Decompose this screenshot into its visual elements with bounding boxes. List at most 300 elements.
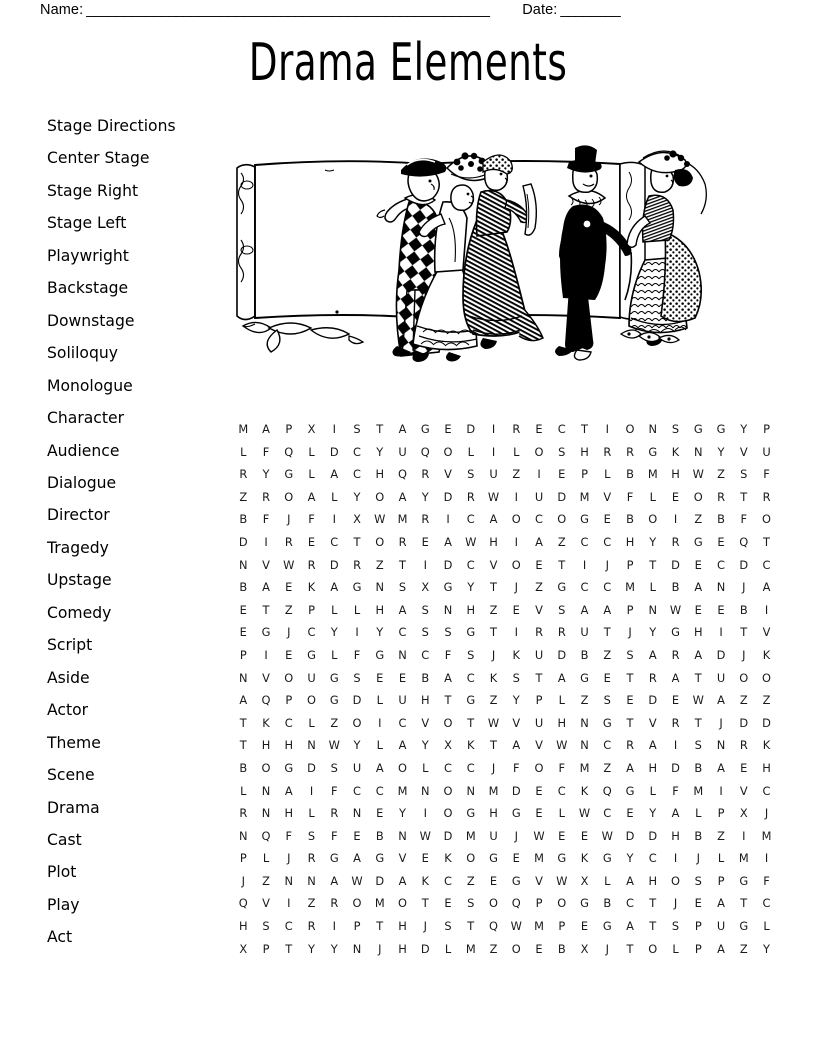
grid-cell[interactable]: D	[329, 557, 339, 572]
grid-cell[interactable]: M	[579, 489, 590, 504]
grid-cell[interactable]: A	[330, 580, 339, 595]
grid-cell[interactable]: R	[421, 512, 430, 527]
grid-cell[interactable]: G	[329, 670, 339, 685]
grid-cell[interactable]: B	[239, 580, 248, 595]
grid-cell[interactable]: T	[490, 625, 498, 640]
grid-cell[interactable]: I	[309, 783, 314, 798]
grid-cell[interactable]: Z	[580, 693, 589, 708]
grid-cell[interactable]: Z	[717, 828, 726, 843]
grid-cell[interactable]: M	[488, 783, 499, 798]
grid-cell[interactable]: M	[625, 580, 636, 595]
grid-cell[interactable]: L	[376, 738, 384, 753]
grid-cell[interactable]: R	[557, 625, 566, 640]
grid-cell[interactable]: K	[762, 647, 771, 662]
grid-cell[interactable]: S	[558, 602, 566, 617]
grid-cell[interactable]: Z	[330, 715, 339, 730]
grid-cell[interactable]: A	[671, 806, 680, 821]
grid-cell[interactable]: U	[534, 489, 544, 504]
grid-cell[interactable]: L	[308, 806, 315, 821]
grid-cell[interactable]: G	[648, 444, 658, 459]
grid-cell[interactable]: T	[581, 422, 589, 436]
grid-cell[interactable]: O	[284, 670, 294, 685]
grid-cell[interactable]: Y	[649, 625, 657, 640]
grid-cell[interactable]: H	[625, 534, 635, 549]
grid-cell[interactable]: D	[511, 783, 521, 798]
grid-cell[interactable]: G	[671, 625, 681, 640]
grid-cell[interactable]: Y	[353, 738, 361, 753]
grid-cell[interactable]: C	[466, 557, 475, 572]
grid-cell[interactable]: N	[648, 602, 658, 617]
grid-cell[interactable]: P	[285, 693, 293, 708]
grid-cell[interactable]: J	[696, 851, 701, 866]
grid-cell[interactable]: Q	[420, 444, 430, 459]
grid-cell[interactable]: O	[443, 444, 453, 459]
grid-cell[interactable]: D	[648, 828, 658, 843]
grid-cell[interactable]: R	[466, 489, 475, 504]
grid-cell[interactable]: S	[444, 625, 452, 640]
grid-cell[interactable]: G	[329, 851, 339, 866]
grid-cell[interactable]: H	[671, 467, 680, 482]
grid-cell[interactable]: Y	[740, 422, 748, 436]
grid-cell[interactable]: E	[580, 828, 589, 843]
grid-cell[interactable]: N	[648, 422, 658, 436]
grid-cell[interactable]: L	[353, 602, 361, 617]
grid-cell[interactable]: A	[626, 760, 635, 775]
grid-cell[interactable]: I	[491, 444, 496, 459]
grid-cell[interactable]: J	[378, 941, 382, 956]
grid-cell[interactable]: H	[671, 828, 680, 843]
grid-cell[interactable]: T	[444, 693, 452, 708]
grid-cell[interactable]: T	[649, 557, 657, 572]
grid-cell[interactable]: U	[762, 444, 771, 459]
grid-cell[interactable]: Y	[421, 489, 429, 504]
grid-cell[interactable]: D	[329, 444, 339, 459]
grid-cell[interactable]: C	[284, 715, 293, 730]
grid-cell[interactable]: P	[239, 647, 247, 662]
grid-cell[interactable]: R	[239, 467, 248, 482]
grid-cell[interactable]: A	[648, 738, 657, 753]
grid-cell[interactable]: Z	[489, 693, 498, 708]
grid-cell[interactable]: E	[376, 806, 384, 821]
grid-cell[interactable]: B	[557, 941, 566, 956]
grid-cell[interactable]: T	[649, 896, 657, 911]
grid-cell[interactable]: G	[261, 625, 271, 640]
grid-cell[interactable]: S	[558, 444, 566, 459]
grid-cell[interactable]: I	[332, 919, 337, 934]
grid-cell[interactable]: G	[511, 873, 521, 888]
grid-cell[interactable]: L	[444, 941, 452, 956]
grid-cell[interactable]: E	[535, 422, 543, 436]
grid-cell[interactable]: G	[602, 919, 612, 934]
grid-cell[interactable]: I	[537, 467, 541, 482]
grid-cell[interactable]: L	[331, 489, 338, 504]
grid-cell[interactable]: V	[535, 602, 544, 617]
grid-cell[interactable]: F	[353, 647, 361, 662]
grid-cell[interactable]: Y	[763, 941, 771, 956]
grid-cell[interactable]: G	[716, 422, 726, 436]
grid-cell[interactable]: G	[602, 715, 612, 730]
grid-cell[interactable]: L	[763, 919, 770, 934]
grid-cell[interactable]: Y	[376, 625, 384, 640]
grid-cell[interactable]: Z	[375, 557, 384, 572]
grid-cell[interactable]: L	[240, 783, 247, 798]
grid-cell[interactable]: O	[534, 760, 544, 775]
grid-cell[interactable]: O	[557, 512, 567, 527]
grid-cell[interactable]: J	[423, 919, 428, 934]
grid-cell[interactable]: G	[557, 580, 567, 595]
grid-cell[interactable]: C	[421, 647, 430, 662]
grid-cell[interactable]: H	[398, 941, 407, 956]
grid-cell[interactable]: A	[694, 647, 703, 662]
grid-cell[interactable]: U	[352, 760, 362, 775]
grid-cell[interactable]: K	[580, 851, 589, 866]
grid-cell[interactable]: O	[648, 512, 658, 527]
grid-cell[interactable]: G	[466, 806, 476, 821]
grid-cell[interactable]: G	[375, 851, 385, 866]
grid-cell[interactable]: T	[399, 557, 407, 572]
grid-cell[interactable]: A	[717, 760, 726, 775]
grid-cell[interactable]: E	[535, 783, 543, 798]
grid-cell[interactable]: J	[628, 625, 632, 640]
grid-cell[interactable]: R	[239, 806, 248, 821]
grid-cell[interactable]: I	[287, 896, 291, 911]
grid-cell[interactable]: H	[693, 625, 703, 640]
grid-cell[interactable]: A	[330, 467, 339, 482]
grid-cell[interactable]: R	[626, 444, 635, 459]
grid-cell[interactable]: T	[694, 715, 702, 730]
grid-cell[interactable]: R	[648, 670, 657, 685]
grid-cell[interactable]: G	[602, 851, 612, 866]
grid-cell[interactable]: U	[534, 647, 544, 662]
grid-cell[interactable]: N	[398, 828, 407, 843]
grid-cell[interactable]: P	[694, 919, 702, 934]
grid-cell[interactable]: U	[398, 693, 407, 708]
grid-cell[interactable]: X	[307, 422, 316, 436]
grid-cell[interactable]: O	[398, 896, 408, 911]
grid-cell[interactable]: I	[582, 557, 587, 572]
grid-cell[interactable]: S	[671, 422, 680, 436]
grid-cell[interactable]: O	[693, 489, 703, 504]
grid-cell[interactable]: J	[491, 647, 496, 662]
grid-cell[interactable]: O	[739, 670, 749, 685]
grid-cell[interactable]: G	[511, 806, 521, 821]
grid-cell[interactable]: R	[717, 489, 726, 504]
grid-cell[interactable]: J	[742, 647, 746, 662]
grid-cell[interactable]: E	[603, 670, 612, 685]
grid-cell[interactable]: N	[421, 783, 430, 798]
grid-cell[interactable]: E	[694, 557, 703, 572]
grid-cell[interactable]: O	[443, 806, 453, 821]
grid-cell[interactable]: E	[535, 557, 543, 572]
grid-cell[interactable]: A	[603, 602, 612, 617]
grid-cell[interactable]: Z	[466, 873, 475, 888]
grid-cell[interactable]: J	[605, 557, 610, 572]
grid-cell[interactable]: F	[262, 512, 270, 527]
grid-cell[interactable]: I	[719, 625, 723, 640]
grid-cell[interactable]: S	[353, 422, 361, 436]
grid-cell[interactable]: P	[763, 422, 771, 436]
grid-cell[interactable]: C	[762, 557, 771, 572]
grid-cell[interactable]: Y	[717, 444, 725, 459]
grid-cell[interactable]: O	[307, 693, 317, 708]
grid-cell[interactable]: Y	[330, 941, 338, 956]
grid-cell[interactable]: L	[331, 647, 338, 662]
grid-cell[interactable]: C	[557, 783, 566, 798]
grid-cell[interactable]: D	[375, 873, 385, 888]
grid-cell[interactable]: A	[444, 534, 453, 549]
grid-cell[interactable]: G	[580, 670, 590, 685]
grid-cell[interactable]: W	[419, 828, 432, 843]
grid-cell[interactable]: L	[262, 851, 270, 866]
grid-cell[interactable]: C	[535, 512, 544, 527]
grid-cell[interactable]: A	[762, 580, 771, 595]
grid-cell[interactable]: I	[332, 512, 337, 527]
grid-cell[interactable]: S	[603, 693, 612, 708]
grid-cell[interactable]: S	[694, 738, 703, 753]
grid-cell[interactable]: U	[398, 444, 407, 459]
grid-cell[interactable]: X	[580, 941, 589, 956]
grid-cell[interactable]: A	[398, 873, 407, 888]
grid-cell[interactable]: N	[261, 783, 271, 798]
grid-cell[interactable]: A	[535, 534, 544, 549]
grid-cell[interactable]: I	[673, 851, 678, 866]
grid-cell[interactable]: G	[329, 693, 339, 708]
grid-cell[interactable]: Z	[489, 941, 498, 956]
grid-cell[interactable]: T	[535, 670, 543, 685]
grid-cell[interactable]: P	[535, 693, 543, 708]
grid-cell[interactable]: G	[580, 512, 590, 527]
grid-cell[interactable]: Y	[353, 489, 361, 504]
grid-cell[interactable]: U	[580, 625, 589, 640]
grid-cell[interactable]: J	[287, 625, 291, 640]
grid-cell[interactable]: T	[490, 738, 498, 753]
grid-cell[interactable]: S	[398, 580, 407, 595]
grid-cell[interactable]: M	[693, 783, 704, 798]
grid-cell[interactable]: G	[489, 851, 499, 866]
grid-cell[interactable]: V	[398, 851, 407, 866]
grid-cell[interactable]: T	[490, 580, 498, 595]
grid-cell[interactable]: A	[717, 896, 726, 911]
grid-cell[interactable]: E	[535, 806, 543, 821]
grid-cell[interactable]: T	[376, 919, 384, 934]
grid-cell[interactable]: T	[626, 670, 634, 685]
grid-cell[interactable]: N	[352, 806, 362, 821]
grid-cell[interactable]: G	[739, 873, 749, 888]
grid-cell[interactable]: L	[240, 444, 247, 459]
grid-cell[interactable]: I	[605, 422, 610, 436]
grid-cell[interactable]: M	[465, 941, 476, 956]
grid-cell[interactable]: P	[353, 919, 361, 934]
grid-cell[interactable]: R	[330, 896, 339, 911]
grid-cell[interactable]: J	[491, 760, 496, 775]
grid-cell[interactable]: D	[625, 828, 635, 843]
grid-cell[interactable]: E	[671, 693, 680, 708]
grid-cell[interactable]: Z	[603, 760, 612, 775]
grid-cell[interactable]: D	[238, 534, 248, 549]
grid-cell[interactable]: F	[444, 647, 452, 662]
grid-cell[interactable]: D	[443, 557, 453, 572]
grid-cell[interactable]: Z	[307, 896, 316, 911]
grid-cell[interactable]: S	[353, 670, 361, 685]
grid-cell[interactable]: Y	[649, 534, 657, 549]
grid-cell[interactable]: R	[626, 738, 635, 753]
grid-cell[interactable]: H	[398, 919, 407, 934]
grid-cell[interactable]: A	[580, 602, 589, 617]
grid-cell[interactable]: G	[284, 760, 294, 775]
grid-cell[interactable]: Z	[717, 467, 726, 482]
grid-cell[interactable]: D	[307, 760, 317, 775]
grid-cell[interactable]: T	[763, 534, 771, 549]
grid-cell[interactable]: V	[762, 625, 771, 640]
grid-cell[interactable]: J	[241, 873, 246, 888]
grid-cell[interactable]: S	[307, 828, 316, 843]
grid-cell[interactable]: G	[739, 919, 749, 934]
grid-cell[interactable]: L	[513, 444, 520, 459]
grid-cell[interactable]: G	[580, 896, 590, 911]
grid-cell[interactable]: H	[557, 715, 567, 730]
grid-cell[interactable]: A	[512, 738, 521, 753]
grid-cell[interactable]: Y	[376, 444, 384, 459]
grid-cell[interactable]: Y	[399, 806, 407, 821]
grid-cell[interactable]: K	[762, 738, 771, 753]
grid-cell[interactable]: O	[648, 941, 658, 956]
grid-cell[interactable]: T	[376, 422, 384, 436]
grid-cell[interactable]: S	[626, 647, 634, 662]
word-search-grid[interactable]	[232, 418, 778, 960]
grid-cell[interactable]: A	[489, 512, 498, 527]
grid-cell[interactable]: W	[465, 534, 477, 549]
grid-cell[interactable]: A	[694, 580, 703, 595]
grid-cell[interactable]: C	[444, 760, 453, 775]
grid-cell[interactable]: T	[467, 715, 475, 730]
grid-cell[interactable]: G	[693, 534, 703, 549]
grid-cell[interactable]: W	[669, 602, 682, 617]
grid-cell[interactable]: C	[398, 715, 407, 730]
grid-cell[interactable]: A	[557, 670, 566, 685]
grid-cell[interactable]: D	[443, 828, 453, 843]
grid-cell[interactable]: C	[603, 580, 612, 595]
grid-cell[interactable]: G	[375, 647, 385, 662]
grid-cell[interactable]: N	[443, 602, 453, 617]
grid-cell[interactable]: P	[285, 422, 293, 436]
grid-cell[interactable]: R	[307, 557, 316, 572]
grid-cell[interactable]: X	[444, 738, 453, 753]
grid-cell[interactable]: C	[398, 625, 407, 640]
grid-cell[interactable]: L	[331, 602, 338, 617]
grid-cell[interactable]: V	[512, 715, 521, 730]
grid-cell[interactable]: V	[603, 489, 612, 504]
grid-cell[interactable]: O	[443, 783, 453, 798]
grid-cell[interactable]: B	[717, 512, 726, 527]
grid-cell[interactable]: U	[716, 670, 726, 685]
grid-cell[interactable]: G	[625, 783, 635, 798]
grid-cell[interactable]: W	[692, 467, 705, 482]
grid-cell[interactable]: Z	[739, 693, 748, 708]
grid-cell[interactable]: W	[374, 512, 386, 527]
grid-cell[interactable]: L	[604, 467, 611, 482]
grid-cell[interactable]: T	[239, 715, 247, 730]
grid-cell[interactable]: C	[466, 670, 475, 685]
grid-cell[interactable]: F	[763, 873, 770, 888]
grid-cell[interactable]: A	[444, 670, 453, 685]
grid-cell[interactable]: A	[398, 489, 407, 504]
grid-cell[interactable]: V	[262, 896, 271, 911]
grid-cell[interactable]: N	[466, 783, 476, 798]
grid-cell[interactable]: C	[353, 444, 362, 459]
grid-cell[interactable]: I	[514, 489, 519, 504]
grid-cell[interactable]: M	[374, 896, 385, 911]
grid-cell[interactable]: U	[307, 670, 316, 685]
grid-cell[interactable]: T	[285, 941, 293, 956]
grid-cell[interactable]: A	[353, 851, 362, 866]
grid-cell[interactable]: C	[762, 896, 771, 911]
grid-cell[interactable]: N	[307, 873, 316, 888]
grid-cell[interactable]: N	[352, 941, 362, 956]
grid-cell[interactable]: I	[673, 738, 678, 753]
grid-cell[interactable]: S	[671, 919, 680, 934]
grid-cell[interactable]: J	[764, 806, 769, 821]
grid-cell[interactable]: I	[491, 422, 496, 436]
grid-cell[interactable]: B	[603, 896, 612, 911]
grid-cell[interactable]: O	[375, 489, 385, 504]
grid-cell[interactable]: M	[534, 851, 545, 866]
grid-cell[interactable]: Q	[489, 919, 499, 934]
grid-cell[interactable]: B	[421, 670, 430, 685]
grid-cell[interactable]: E	[512, 602, 521, 617]
grid-cell[interactable]: J	[673, 896, 678, 911]
grid-cell[interactable]: G	[466, 693, 476, 708]
grid-cell[interactable]: Z	[762, 693, 771, 708]
grid-cell[interactable]: V	[444, 467, 453, 482]
grid-cell[interactable]: W	[487, 489, 500, 504]
grid-cell[interactable]: F	[672, 783, 679, 798]
grid-cell[interactable]: T	[694, 670, 702, 685]
grid-cell[interactable]: P	[717, 873, 725, 888]
grid-cell[interactable]: K	[580, 783, 589, 798]
grid-cell[interactable]: D	[420, 941, 430, 956]
grid-cell[interactable]: H	[375, 602, 385, 617]
grid-cell[interactable]: B	[239, 760, 248, 775]
grid-cell[interactable]: E	[535, 941, 543, 956]
grid-cell[interactable]: T	[467, 919, 475, 934]
grid-cell[interactable]: C	[375, 783, 384, 798]
grid-cell[interactable]: I	[446, 512, 450, 527]
grid-cell[interactable]: C	[648, 851, 657, 866]
grid-cell[interactable]: S	[467, 647, 475, 662]
grid-cell[interactable]: N	[398, 647, 407, 662]
grid-cell[interactable]: D	[352, 693, 362, 708]
grid-cell[interactable]: R	[512, 422, 521, 436]
grid-cell[interactable]: L	[695, 806, 702, 821]
grid-cell[interactable]: U	[489, 828, 498, 843]
grid-cell[interactable]: A	[398, 602, 407, 617]
grid-cell[interactable]: B	[239, 512, 248, 527]
grid-cell[interactable]: D	[648, 693, 658, 708]
grid-cell[interactable]: Q	[238, 896, 248, 911]
grid-cell[interactable]: D	[557, 647, 567, 662]
grid-cell[interactable]: B	[671, 580, 680, 595]
grid-cell[interactable]: H	[648, 873, 658, 888]
grid-cell[interactable]: F	[308, 512, 315, 527]
grid-cell[interactable]: Q	[602, 783, 612, 798]
grid-cell[interactable]: K	[512, 647, 521, 662]
grid-cell[interactable]: I	[719, 783, 723, 798]
grid-cell[interactable]: A	[717, 693, 726, 708]
grid-cell[interactable]: Q	[511, 896, 521, 911]
grid-cell[interactable]: H	[762, 760, 771, 775]
grid-cell[interactable]: H	[375, 467, 385, 482]
grid-cell[interactable]: R	[307, 919, 316, 934]
